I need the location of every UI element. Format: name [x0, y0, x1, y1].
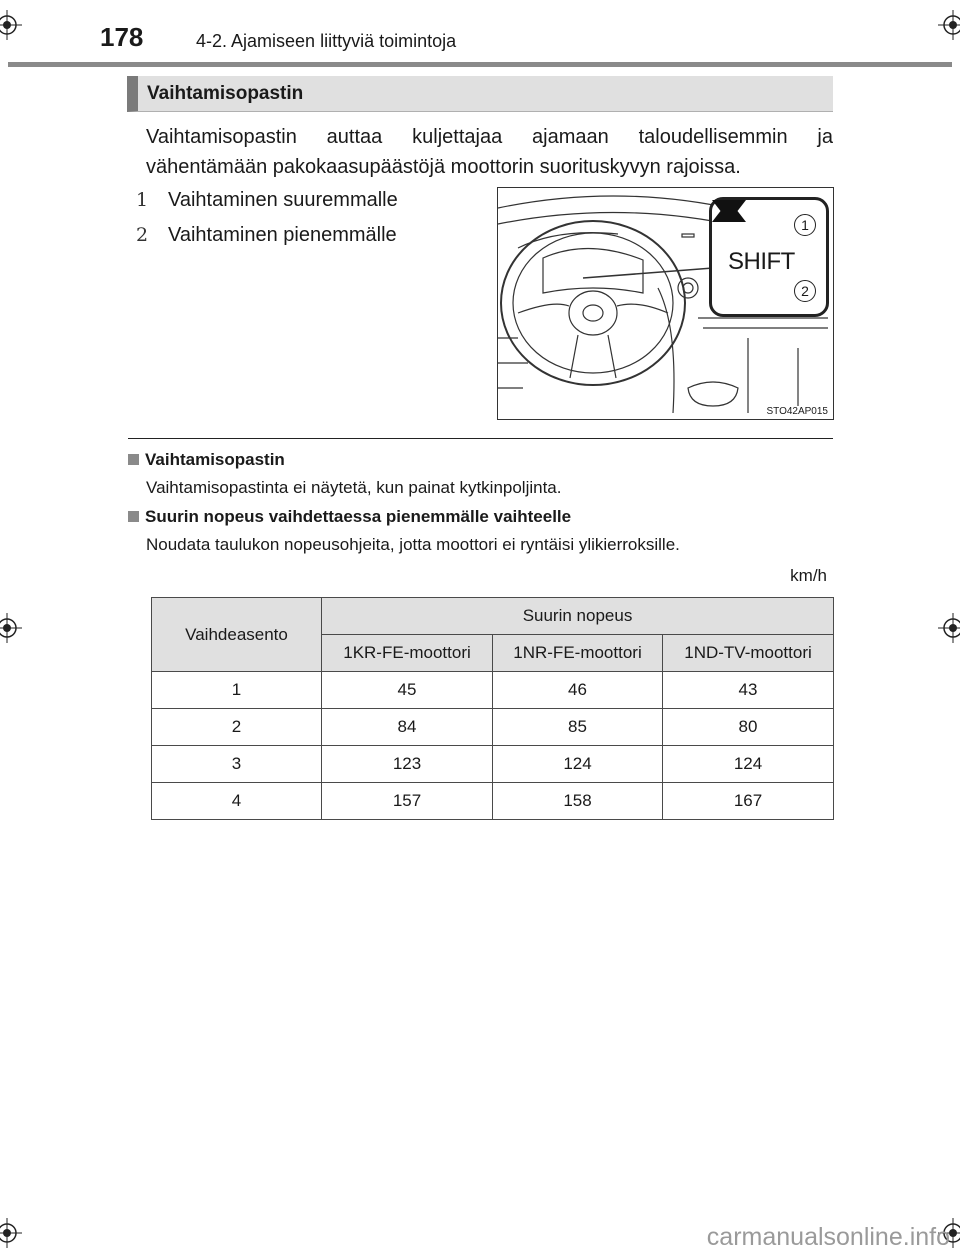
- table-cell: 4: [152, 783, 322, 820]
- table-cell: 46: [493, 672, 663, 709]
- watermark: carmanualsonline.info: [706, 1223, 950, 1251]
- callout-label: Vaihtaminen suuremmalle: [168, 189, 398, 211]
- section-title: Vaihtamisopastin: [127, 76, 833, 112]
- table-cell: 167: [663, 783, 834, 820]
- callout-downshift: [136, 223, 397, 247]
- bullet-square-icon: [128, 454, 139, 465]
- table-cell: 2: [152, 709, 322, 746]
- table-cell: 43: [663, 672, 834, 709]
- table-cell: 124: [663, 746, 834, 783]
- registration-mark-icon: [0, 10, 22, 40]
- table-cell: 158: [493, 783, 663, 820]
- table-row: [152, 672, 834, 709]
- shift-indicator-callout: [709, 197, 829, 317]
- note-heading-max-speed: [128, 507, 571, 527]
- callout-upshift: [136, 188, 398, 212]
- note-text: Noudata taulukon nopeusohjeita, jotta moottori ei ryntäisi ylikierroksille.: [146, 535, 680, 554]
- table-cell: 84: [322, 709, 493, 746]
- engine-header: 1KR-FE-moottori: [322, 635, 493, 672]
- table-cell: 1: [152, 672, 322, 709]
- engine-header: 1ND-TV-moottori: [663, 635, 834, 672]
- marker-1: 1: [794, 214, 816, 236]
- registration-mark-icon: [938, 10, 960, 40]
- max-speed-header: Suurin nopeus: [322, 598, 834, 635]
- table-cell: 85: [493, 709, 663, 746]
- table-row: [152, 746, 834, 783]
- table-cell: 157: [322, 783, 493, 820]
- shift-down-arrow-icon: [712, 200, 746, 222]
- callout-label: Vaihtaminen pienemmälle: [168, 224, 397, 246]
- table-cell: 80: [663, 709, 834, 746]
- marker-2: 2: [794, 280, 816, 302]
- note-heading-shift-indicator: [128, 450, 285, 470]
- shift-label: SHIFT: [728, 248, 795, 275]
- callout-number: 1: [136, 189, 149, 211]
- unit-label: km/h: [790, 566, 827, 585]
- table-cell: 3: [152, 746, 322, 783]
- header-divider: [8, 62, 952, 67]
- gear-column-header: Vaihdeasento: [152, 598, 322, 672]
- engine-header: 1NR-FE-moottori: [493, 635, 663, 672]
- table-cell: 123: [322, 746, 493, 783]
- figure-code: STO42AP015: [766, 406, 828, 417]
- bullet-square-icon: [128, 511, 139, 522]
- dashboard-illustration: [497, 187, 834, 420]
- table-cell: 45: [322, 672, 493, 709]
- note-title: Vaihtamisopastin: [145, 450, 285, 469]
- registration-mark-icon: [0, 613, 22, 643]
- callout-number: 2: [136, 224, 149, 246]
- table-cell: 124: [493, 746, 663, 783]
- speed-table: [151, 597, 834, 820]
- table-row: [152, 783, 834, 820]
- note-text: Vaihtamisopastinta ei näytetä, kun painat kytkinpoljinta.: [146, 478, 562, 497]
- table-row: [152, 709, 834, 746]
- page-number: 178: [100, 22, 144, 52]
- intro-paragraph: Vaihtamisopastin auttaa kuljettajaa ajamaan taloudellisemmin ja vähentämään pakokaasupäästöjä moottorin suorituskyvyn rajoissa.: [146, 126, 833, 178]
- chapter-title: 4-2. Ajamiseen liittyviä toimintoja: [196, 31, 457, 51]
- section-divider: [128, 438, 833, 439]
- registration-mark-icon: [938, 613, 960, 643]
- registration-mark-icon: [0, 1218, 22, 1248]
- note-title: Suurin nopeus vaihdettaessa pienemmälle vaihteelle: [145, 507, 572, 526]
